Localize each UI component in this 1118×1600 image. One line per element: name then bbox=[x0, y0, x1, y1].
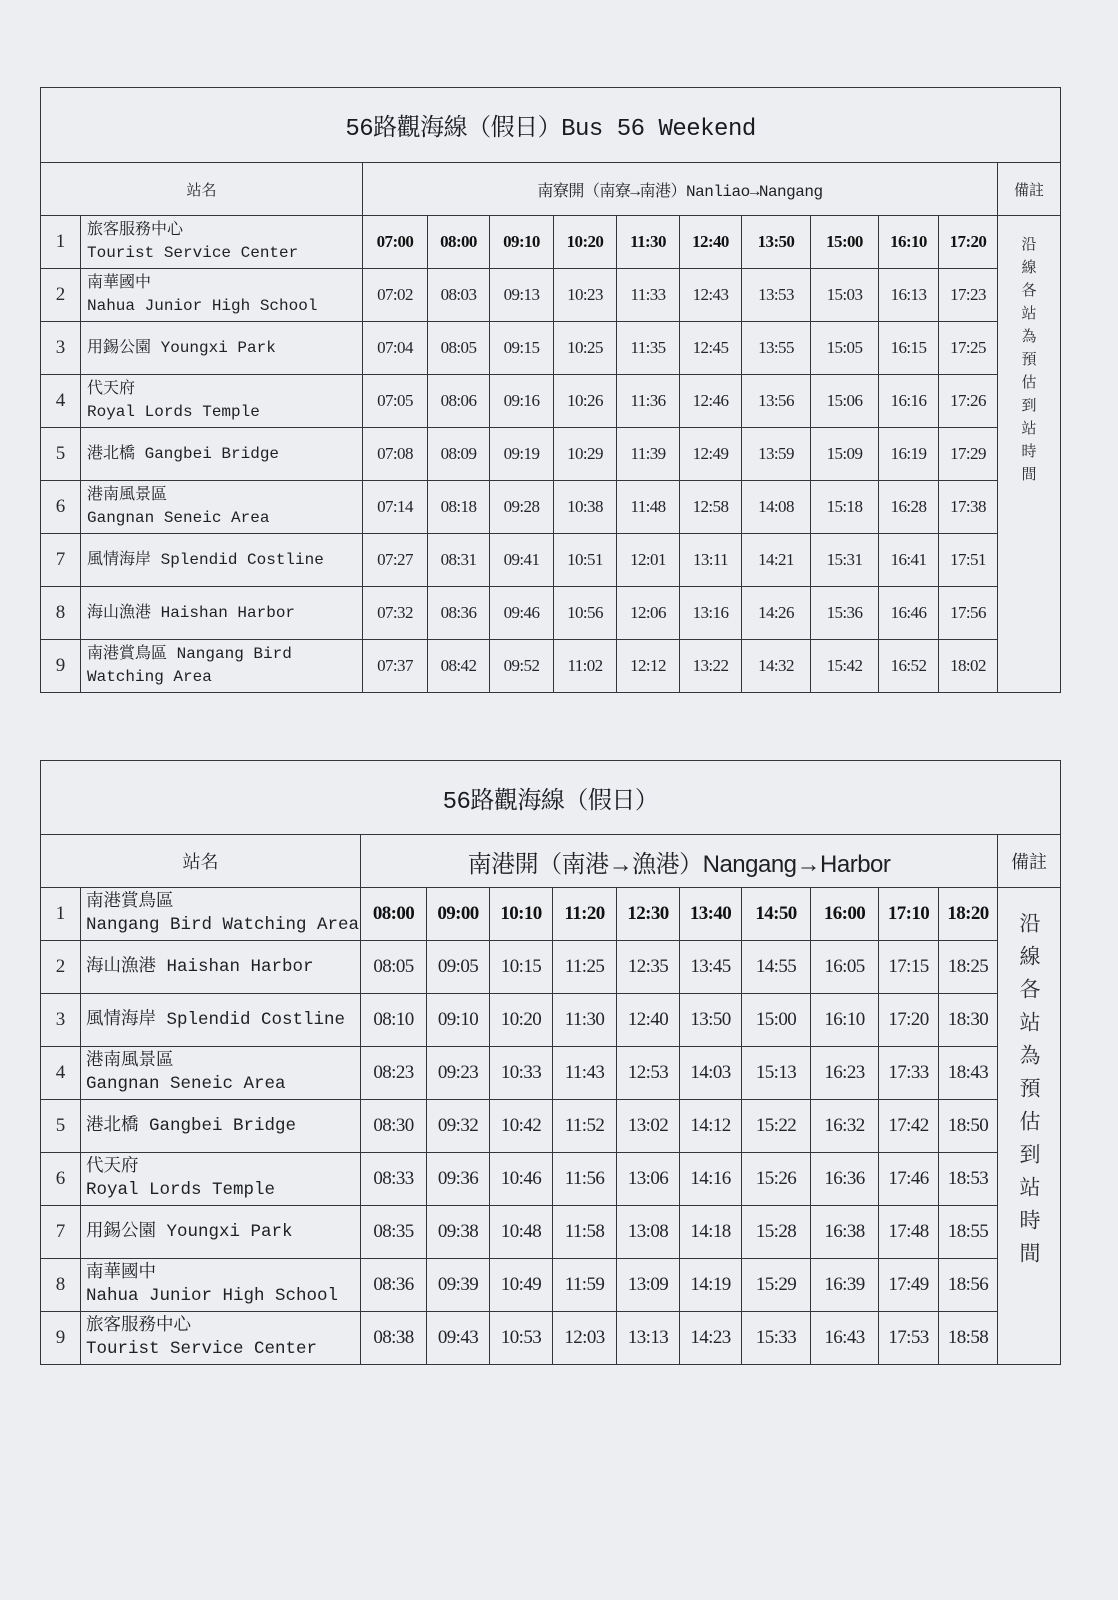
departure-time: 12:03 bbox=[553, 1312, 617, 1365]
stop-number: 1 bbox=[41, 216, 81, 269]
departure-time: 12:30 bbox=[617, 888, 680, 941]
stop-name-line: 風情海岸 Splendid Costline bbox=[87, 550, 324, 569]
departure-time: 08:30 bbox=[361, 1100, 427, 1153]
departure-time: 17:10 bbox=[879, 888, 939, 941]
table-row bbox=[41, 1259, 1061, 1312]
departure-time: 09:23 bbox=[427, 1047, 490, 1100]
table-row bbox=[41, 888, 1061, 941]
stop-name-line: 港南風景區 bbox=[86, 1051, 174, 1071]
stop-name-line: Gangnan Seneic Area bbox=[87, 509, 270, 527]
departure-time: 17:20 bbox=[939, 216, 998, 269]
stop-name-line: Tourist Service Center bbox=[87, 244, 299, 262]
stop-name-line: Tourist Service Center bbox=[86, 1339, 318, 1359]
departure-time: 07:08 bbox=[363, 428, 428, 481]
stop-name bbox=[81, 1100, 361, 1153]
departure-time: 08:00 bbox=[428, 216, 490, 269]
departure-time: 18:58 bbox=[939, 1312, 998, 1365]
departure-time: 11:58 bbox=[553, 1206, 617, 1259]
departure-time: 11:20 bbox=[553, 888, 617, 941]
departure-time: 17:51 bbox=[939, 534, 998, 587]
stop-name-line: Gangnan Seneic Area bbox=[86, 1074, 286, 1094]
departure-time: 17:15 bbox=[879, 941, 939, 994]
table-title: 56路觀海線（假日） bbox=[41, 761, 1061, 835]
departure-time: 12:40 bbox=[680, 216, 742, 269]
stop-name-line: 南華國中 bbox=[86, 1263, 156, 1283]
departure-time: 11:48 bbox=[617, 481, 680, 534]
station-header: 站名 bbox=[41, 163, 363, 216]
departure-time: 18:20 bbox=[939, 888, 998, 941]
departure-time: 13:45 bbox=[680, 941, 742, 994]
departure-time: 14:55 bbox=[742, 941, 811, 994]
departure-time: 10:42 bbox=[490, 1100, 553, 1153]
departure-time: 09:13 bbox=[490, 269, 554, 322]
departure-time: 13:55 bbox=[742, 322, 811, 375]
departure-time: 18:25 bbox=[939, 941, 998, 994]
stop-name bbox=[81, 1047, 361, 1100]
departure-time: 17:33 bbox=[879, 1047, 939, 1100]
departure-time: 08:03 bbox=[428, 269, 490, 322]
departure-time: 10:33 bbox=[490, 1047, 553, 1100]
timetable-body bbox=[41, 888, 1061, 1365]
departure-time: 16:23 bbox=[811, 1047, 879, 1100]
departure-time: 10:38 bbox=[554, 481, 617, 534]
departure-time: 13:53 bbox=[742, 269, 811, 322]
departure-time: 08:42 bbox=[428, 640, 490, 693]
table-row bbox=[41, 216, 1061, 269]
remark-text: 沿線各站為預估到站時間 bbox=[1017, 912, 1042, 1275]
timetable-body bbox=[41, 216, 1061, 693]
departure-time: 08:23 bbox=[361, 1047, 427, 1100]
departure-time: 15:31 bbox=[811, 534, 879, 587]
departure-time: 08:36 bbox=[428, 587, 490, 640]
table-row bbox=[41, 1206, 1061, 1259]
departure-time: 15:18 bbox=[811, 481, 879, 534]
stop-name-line: 代天府 bbox=[87, 380, 136, 398]
departure-time: 13:11 bbox=[680, 534, 742, 587]
remark-text: 沿線各站為預估到站時間 bbox=[1019, 236, 1038, 489]
station-header: 站名 bbox=[41, 835, 361, 888]
stop-name-line: Royal Lords Temple bbox=[87, 403, 260, 421]
table-row bbox=[41, 428, 1061, 481]
departure-time: 17:49 bbox=[879, 1259, 939, 1312]
departure-time: 14:21 bbox=[742, 534, 811, 587]
departure-time: 09:36 bbox=[427, 1153, 490, 1206]
departure-time: 12:43 bbox=[680, 269, 742, 322]
departure-time: 13:22 bbox=[680, 640, 742, 693]
departure-time: 08:31 bbox=[428, 534, 490, 587]
timetable-nanliao-to-nangang bbox=[40, 87, 1061, 693]
departure-time: 09:28 bbox=[490, 481, 554, 534]
header-row bbox=[41, 835, 1061, 888]
stop-number: 5 bbox=[41, 1100, 81, 1153]
stop-name-line: 風情海岸 Splendid Costline bbox=[86, 1009, 346, 1030]
stop-number: 7 bbox=[41, 1206, 81, 1259]
departure-time: 13:40 bbox=[680, 888, 742, 941]
departure-time: 15:13 bbox=[742, 1047, 811, 1100]
departure-time: 14:23 bbox=[680, 1312, 742, 1365]
departure-time: 16:05 bbox=[811, 941, 879, 994]
departure-time: 07:27 bbox=[363, 534, 428, 587]
departure-time: 09:00 bbox=[427, 888, 490, 941]
departure-time: 11:30 bbox=[553, 994, 617, 1047]
departure-time: 12:49 bbox=[680, 428, 742, 481]
departure-time: 07:37 bbox=[363, 640, 428, 693]
stop-name bbox=[81, 1312, 361, 1365]
stop-name bbox=[81, 994, 361, 1047]
departure-time: 11:35 bbox=[617, 322, 680, 375]
departure-time: 15:06 bbox=[811, 375, 879, 428]
header-row bbox=[41, 163, 1061, 216]
departure-time: 10:53 bbox=[490, 1312, 553, 1365]
table-row bbox=[41, 1312, 1061, 1365]
departure-time: 08:35 bbox=[361, 1206, 427, 1259]
stop-name-line: 港南風景區 bbox=[87, 486, 168, 504]
departure-time: 11:30 bbox=[617, 216, 680, 269]
stop-name-line: Nangang Bird Watching Area bbox=[86, 915, 360, 935]
departure-time: 08:05 bbox=[361, 941, 427, 994]
departure-time: 10:56 bbox=[554, 587, 617, 640]
departure-time: 09:52 bbox=[490, 640, 554, 693]
departure-time: 14:12 bbox=[680, 1100, 742, 1153]
stop-number: 8 bbox=[41, 587, 81, 640]
departure-time: 17:29 bbox=[939, 428, 998, 481]
table-row bbox=[41, 941, 1061, 994]
direction-header: 南港開（南港→漁港）Nangang→Harbor bbox=[361, 835, 998, 888]
stop-name bbox=[81, 322, 363, 375]
departure-time: 16:00 bbox=[811, 888, 879, 941]
stop-number: 5 bbox=[41, 428, 81, 481]
departure-time: 16:13 bbox=[879, 269, 939, 322]
departure-time: 17:25 bbox=[939, 322, 998, 375]
direction-header: 南寮開（南寮→南港）Nanliao→Nangang bbox=[363, 163, 998, 216]
departure-time: 11:33 bbox=[617, 269, 680, 322]
departure-time: 13:59 bbox=[742, 428, 811, 481]
remark-header: 備註 bbox=[998, 163, 1061, 216]
departure-time: 12:01 bbox=[617, 534, 680, 587]
departure-time: 12:12 bbox=[617, 640, 680, 693]
departure-time: 08:10 bbox=[361, 994, 427, 1047]
departure-time: 12:58 bbox=[680, 481, 742, 534]
remark-header: 備註 bbox=[998, 835, 1061, 888]
departure-time: 18:56 bbox=[939, 1259, 998, 1312]
departure-time: 18:53 bbox=[939, 1153, 998, 1206]
stop-number: 1 bbox=[41, 888, 81, 941]
departure-time: 10:49 bbox=[490, 1259, 553, 1312]
departure-time: 10:20 bbox=[490, 994, 553, 1047]
departure-time: 14:26 bbox=[742, 587, 811, 640]
departure-time: 16:39 bbox=[811, 1259, 879, 1312]
table-row bbox=[41, 1047, 1061, 1100]
departure-time: 16:32 bbox=[811, 1100, 879, 1153]
departure-time: 10:10 bbox=[490, 888, 553, 941]
departure-time: 09:16 bbox=[490, 375, 554, 428]
stop-name bbox=[81, 216, 363, 269]
departure-time: 10:25 bbox=[554, 322, 617, 375]
departure-time: 09:10 bbox=[490, 216, 554, 269]
departure-time: 14:50 bbox=[742, 888, 811, 941]
stop-name-line: 南華國中 bbox=[87, 274, 152, 292]
departure-time: 15:28 bbox=[742, 1206, 811, 1259]
departure-time: 18:30 bbox=[939, 994, 998, 1047]
departure-time: 15:29 bbox=[742, 1259, 811, 1312]
table-row bbox=[41, 994, 1061, 1047]
departure-time: 07:00 bbox=[363, 216, 428, 269]
departure-time: 15:09 bbox=[811, 428, 879, 481]
departure-time: 10:48 bbox=[490, 1206, 553, 1259]
departure-time: 07:14 bbox=[363, 481, 428, 534]
departure-time: 16:52 bbox=[879, 640, 939, 693]
departure-time: 13:02 bbox=[617, 1100, 680, 1153]
departure-time: 09:10 bbox=[427, 994, 490, 1047]
stop-name-line: Watching Area bbox=[87, 668, 212, 686]
stop-name bbox=[81, 428, 363, 481]
stop-name-line: 用錫公園 Youngxi Park bbox=[87, 338, 276, 357]
departure-time: 09:43 bbox=[427, 1312, 490, 1365]
departure-time: 09:05 bbox=[427, 941, 490, 994]
departure-time: 17:42 bbox=[879, 1100, 939, 1153]
departure-time: 17:20 bbox=[879, 994, 939, 1047]
departure-time: 18:43 bbox=[939, 1047, 998, 1100]
stop-number: 3 bbox=[41, 994, 81, 1047]
stop-number: 9 bbox=[41, 1312, 81, 1365]
stop-number: 7 bbox=[41, 534, 81, 587]
departure-time: 12:06 bbox=[617, 587, 680, 640]
departure-time: 10:23 bbox=[554, 269, 617, 322]
departure-time: 12:40 bbox=[617, 994, 680, 1047]
departure-time: 09:39 bbox=[427, 1259, 490, 1312]
departure-time: 15:33 bbox=[742, 1312, 811, 1365]
departure-time: 14:18 bbox=[680, 1206, 742, 1259]
stop-name bbox=[81, 1206, 361, 1259]
departure-time: 14:03 bbox=[680, 1047, 742, 1100]
table-row bbox=[41, 375, 1061, 428]
departure-time: 17:23 bbox=[939, 269, 998, 322]
stop-name-line: Royal Lords Temple bbox=[86, 1180, 276, 1200]
departure-time: 15:26 bbox=[742, 1153, 811, 1206]
departure-time: 14:08 bbox=[742, 481, 811, 534]
departure-time: 11:59 bbox=[553, 1259, 617, 1312]
table-title: 56路觀海線（假日）Bus 56 Weekend bbox=[41, 88, 1061, 163]
departure-time: 15:00 bbox=[742, 994, 811, 1047]
departure-time: 08:38 bbox=[361, 1312, 427, 1365]
departure-time: 16:10 bbox=[879, 216, 939, 269]
departure-time: 17:53 bbox=[879, 1312, 939, 1365]
departure-time: 17:56 bbox=[939, 587, 998, 640]
departure-time: 15:22 bbox=[742, 1100, 811, 1153]
departure-time: 13:50 bbox=[742, 216, 811, 269]
table-row bbox=[41, 481, 1061, 534]
departure-time: 09:32 bbox=[427, 1100, 490, 1153]
departure-time: 16:10 bbox=[811, 994, 879, 1047]
stop-name bbox=[81, 534, 363, 587]
stop-name bbox=[81, 640, 363, 693]
stop-name bbox=[81, 888, 361, 941]
stop-name-line: 旅客服務中心 bbox=[86, 1316, 191, 1336]
table-row bbox=[41, 587, 1061, 640]
departure-time: 16:28 bbox=[879, 481, 939, 534]
departure-time: 15:36 bbox=[811, 587, 879, 640]
departure-time: 18:02 bbox=[939, 640, 998, 693]
departure-time: 09:19 bbox=[490, 428, 554, 481]
departure-time: 13:09 bbox=[617, 1259, 680, 1312]
departure-time: 14:32 bbox=[742, 640, 811, 693]
departure-time: 13:16 bbox=[680, 587, 742, 640]
departure-time: 16:38 bbox=[811, 1206, 879, 1259]
departure-time: 07:32 bbox=[363, 587, 428, 640]
departure-time: 16:15 bbox=[879, 322, 939, 375]
departure-time: 07:05 bbox=[363, 375, 428, 428]
stop-number: 4 bbox=[41, 1047, 81, 1100]
departure-time: 17:38 bbox=[939, 481, 998, 534]
departure-time: 10:51 bbox=[554, 534, 617, 587]
stop-name-line: 海山漁港 Haishan Harbor bbox=[86, 956, 314, 977]
departure-time: 16:19 bbox=[879, 428, 939, 481]
table-row bbox=[41, 322, 1061, 375]
departure-time: 13:06 bbox=[617, 1153, 680, 1206]
departure-time: 13:08 bbox=[617, 1206, 680, 1259]
stop-number: 9 bbox=[41, 640, 81, 693]
stop-name-line: 海山漁港 Haishan Harbor bbox=[87, 603, 296, 622]
departure-time: 10:29 bbox=[554, 428, 617, 481]
departure-time: 12:46 bbox=[680, 375, 742, 428]
departure-time: 12:45 bbox=[680, 322, 742, 375]
departure-time: 10:46 bbox=[490, 1153, 553, 1206]
departure-time: 10:20 bbox=[554, 216, 617, 269]
table-row bbox=[41, 1153, 1061, 1206]
departure-time: 08:09 bbox=[428, 428, 490, 481]
stop-name bbox=[81, 481, 363, 534]
stop-name bbox=[81, 1153, 361, 1206]
departure-time: 08:05 bbox=[428, 322, 490, 375]
departure-time: 07:02 bbox=[363, 269, 428, 322]
departure-time: 09:38 bbox=[427, 1206, 490, 1259]
stop-number: 8 bbox=[41, 1259, 81, 1312]
title-row bbox=[41, 761, 1061, 835]
stop-name bbox=[81, 1259, 361, 1312]
stop-name-line: Nahua Junior High School bbox=[86, 1286, 339, 1306]
departure-time: 15:00 bbox=[811, 216, 879, 269]
departure-time: 11:56 bbox=[553, 1153, 617, 1206]
departure-time: 16:36 bbox=[811, 1153, 879, 1206]
departure-time: 16:46 bbox=[879, 587, 939, 640]
departure-time: 14:19 bbox=[680, 1259, 742, 1312]
table-row bbox=[41, 534, 1061, 587]
departure-time: 11:36 bbox=[617, 375, 680, 428]
departure-time: 15:03 bbox=[811, 269, 879, 322]
title-row bbox=[41, 88, 1061, 163]
departure-time: 08:06 bbox=[428, 375, 490, 428]
departure-time: 16:41 bbox=[879, 534, 939, 587]
stop-number: 6 bbox=[41, 481, 81, 534]
stop-number: 3 bbox=[41, 322, 81, 375]
departure-time: 11:02 bbox=[554, 640, 617, 693]
departure-time: 08:00 bbox=[361, 888, 427, 941]
stop-name bbox=[81, 587, 363, 640]
departure-time: 18:55 bbox=[939, 1206, 998, 1259]
stop-name-line: 旅客服務中心 bbox=[87, 221, 184, 239]
departure-time: 16:16 bbox=[879, 375, 939, 428]
stop-number: 2 bbox=[41, 941, 81, 994]
stop-name-line: Nahua Junior High School bbox=[87, 297, 318, 315]
departure-time: 17:48 bbox=[879, 1206, 939, 1259]
departure-time: 15:05 bbox=[811, 322, 879, 375]
stop-number: 2 bbox=[41, 269, 81, 322]
table-row bbox=[41, 269, 1061, 322]
departure-time: 11:52 bbox=[553, 1100, 617, 1153]
stop-name-line: 用錫公園 Youngxi Park bbox=[86, 1221, 293, 1242]
departure-time: 12:53 bbox=[617, 1047, 680, 1100]
stop-name-line: 南港賞鳥區 Nangang Bird bbox=[87, 645, 292, 663]
departure-time: 10:26 bbox=[554, 375, 617, 428]
departure-time: 17:46 bbox=[879, 1153, 939, 1206]
departure-time: 08:18 bbox=[428, 481, 490, 534]
remark-cell bbox=[998, 216, 1061, 693]
table-row bbox=[41, 1100, 1061, 1153]
departure-time: 09:15 bbox=[490, 322, 554, 375]
departure-time: 11:39 bbox=[617, 428, 680, 481]
departure-time: 14:16 bbox=[680, 1153, 742, 1206]
stop-name bbox=[81, 375, 363, 428]
stop-name bbox=[81, 941, 361, 994]
departure-time: 08:36 bbox=[361, 1259, 427, 1312]
remark-cell bbox=[998, 888, 1061, 1365]
stop-name-line: 港北橋 Gangbei Bridge bbox=[86, 1115, 297, 1136]
stop-name-line: 港北橋 Gangbei Bridge bbox=[87, 444, 280, 463]
departure-time: 09:41 bbox=[490, 534, 554, 587]
departure-time: 13:50 bbox=[680, 994, 742, 1047]
departure-time: 18:50 bbox=[939, 1100, 998, 1153]
timetable-nangang-to-harbor bbox=[40, 760, 1061, 1365]
departure-time: 16:43 bbox=[811, 1312, 879, 1365]
stop-name-line: 南港賞鳥區 bbox=[86, 892, 174, 912]
departure-time: 10:15 bbox=[490, 941, 553, 994]
stop-number: 6 bbox=[41, 1153, 81, 1206]
stop-number: 4 bbox=[41, 375, 81, 428]
table-row bbox=[41, 640, 1061, 693]
departure-time: 15:42 bbox=[811, 640, 879, 693]
stop-name bbox=[81, 269, 363, 322]
stop-name-line: 代天府 bbox=[86, 1157, 139, 1177]
departure-time: 13:13 bbox=[617, 1312, 680, 1365]
departure-time: 13:56 bbox=[742, 375, 811, 428]
departure-time: 09:46 bbox=[490, 587, 554, 640]
departure-time: 11:25 bbox=[553, 941, 617, 994]
departure-time: 17:26 bbox=[939, 375, 998, 428]
departure-time: 11:43 bbox=[553, 1047, 617, 1100]
departure-time: 07:04 bbox=[363, 322, 428, 375]
departure-time: 12:35 bbox=[617, 941, 680, 994]
departure-time: 08:33 bbox=[361, 1153, 427, 1206]
